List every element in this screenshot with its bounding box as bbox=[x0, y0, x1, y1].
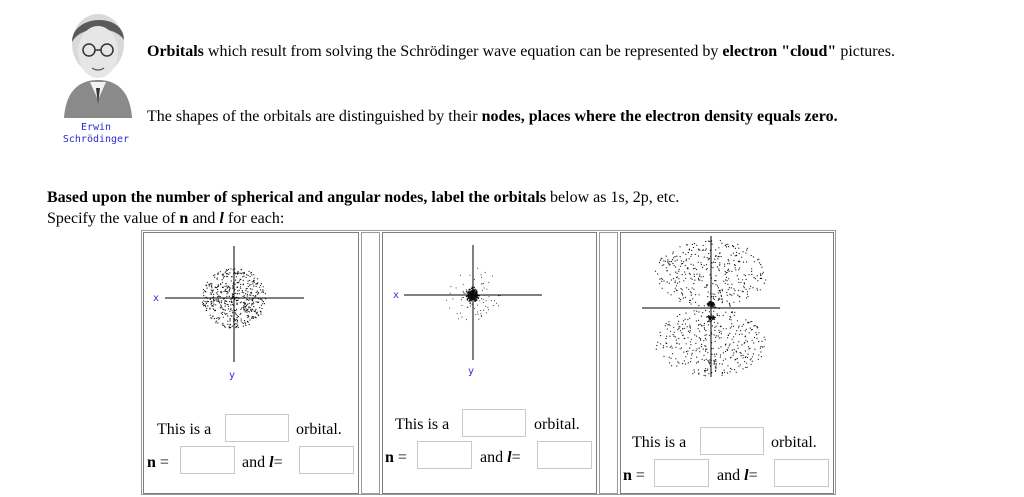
orbital-2-l-input[interactable] bbox=[537, 441, 592, 469]
orbital-3-cloud bbox=[620, 234, 834, 384]
task-bold: Based upon the number of spherical and angular nodes, label the orbitals bbox=[47, 189, 547, 206]
electron-cloud-bold: electron "cloud" bbox=[722, 43, 837, 60]
y-axis-label: y bbox=[229, 370, 236, 381]
l-label bbox=[480, 448, 521, 468]
n-label bbox=[623, 466, 645, 486]
task-rest: below as 1s, 2p, etc. bbox=[546, 189, 680, 206]
n-letter: n bbox=[623, 467, 632, 484]
orbital-2-cloud bbox=[382, 240, 597, 390]
n-letter: n bbox=[385, 449, 394, 466]
orbital-3-n-input[interactable] bbox=[654, 459, 709, 487]
and-word: and bbox=[717, 467, 741, 484]
caption-first-name: Erwin bbox=[80, 122, 112, 133]
orbitals-bold: Orbitals bbox=[147, 43, 204, 60]
x-axis-label: x bbox=[153, 293, 160, 304]
n-letter: n bbox=[147, 454, 156, 471]
this-is-a-text: This is a bbox=[395, 416, 450, 433]
orbital-2-n-input[interactable] bbox=[417, 441, 472, 469]
l-letter: l bbox=[507, 449, 512, 466]
l-label bbox=[717, 466, 758, 486]
task-l: l bbox=[219, 210, 224, 227]
task-line2-mid: and bbox=[188, 210, 220, 227]
orbital-2-name-input[interactable] bbox=[462, 409, 526, 437]
intro-text-2: pictures. bbox=[836, 43, 895, 60]
schrodinger-portrait bbox=[58, 8, 136, 118]
orbital-1-n-input[interactable] bbox=[180, 446, 235, 474]
equals-sign: = bbox=[159, 454, 169, 471]
equals-sign: = bbox=[273, 454, 283, 471]
this-is-a-text: This is a bbox=[632, 434, 687, 451]
orbital-word: orbital. bbox=[296, 421, 342, 438]
intro-paragraph-2 bbox=[147, 106, 967, 128]
table-separator-1 bbox=[361, 232, 380, 494]
intro-p2-text: The shapes of the orbitals are distinguished by their bbox=[147, 108, 482, 125]
equals-sign: = bbox=[635, 467, 645, 484]
l-letter: l bbox=[269, 454, 274, 471]
caption-last-name: Schrödinger bbox=[62, 134, 130, 145]
equals-sign: = bbox=[397, 449, 407, 466]
n-label bbox=[385, 448, 407, 468]
intro-paragraph-1 bbox=[147, 41, 967, 63]
nodes-definition-bold: nodes, places where the electron density equals zero. bbox=[481, 108, 838, 125]
y-axis-label: y bbox=[468, 366, 475, 377]
this-is-a-text: This is a bbox=[157, 421, 212, 438]
portrait-caption bbox=[56, 122, 136, 146]
orbital-word: orbital. bbox=[771, 434, 817, 451]
task-line-1 bbox=[47, 187, 947, 208]
orbital-1-l-input[interactable] bbox=[299, 446, 354, 474]
task-line2-pre: Specify the value of bbox=[47, 210, 180, 227]
and-word: and bbox=[242, 454, 266, 471]
table-separator-2 bbox=[599, 232, 618, 494]
l-letter: l bbox=[744, 467, 749, 484]
x-axis-label: x bbox=[393, 290, 400, 301]
and-word: and bbox=[480, 449, 504, 466]
orbital-1-cloud bbox=[143, 240, 359, 390]
equals-sign: = bbox=[748, 467, 758, 484]
orbital-1-name-input[interactable] bbox=[225, 414, 289, 442]
equals-sign: = bbox=[511, 449, 521, 466]
intro-text-1: which result from solving the Schrödinger wave equation can be represented by bbox=[203, 43, 723, 60]
orbital-word: orbital. bbox=[534, 416, 580, 433]
task-line2-post: for each: bbox=[223, 210, 285, 227]
task-line-2 bbox=[47, 208, 947, 229]
task-instructions bbox=[47, 187, 947, 229]
l-label bbox=[242, 453, 283, 473]
n-label bbox=[147, 453, 169, 473]
orbital-3-name-input[interactable] bbox=[700, 427, 764, 455]
orbital-3-l-input[interactable] bbox=[774, 459, 829, 487]
task-n: n bbox=[179, 210, 189, 227]
